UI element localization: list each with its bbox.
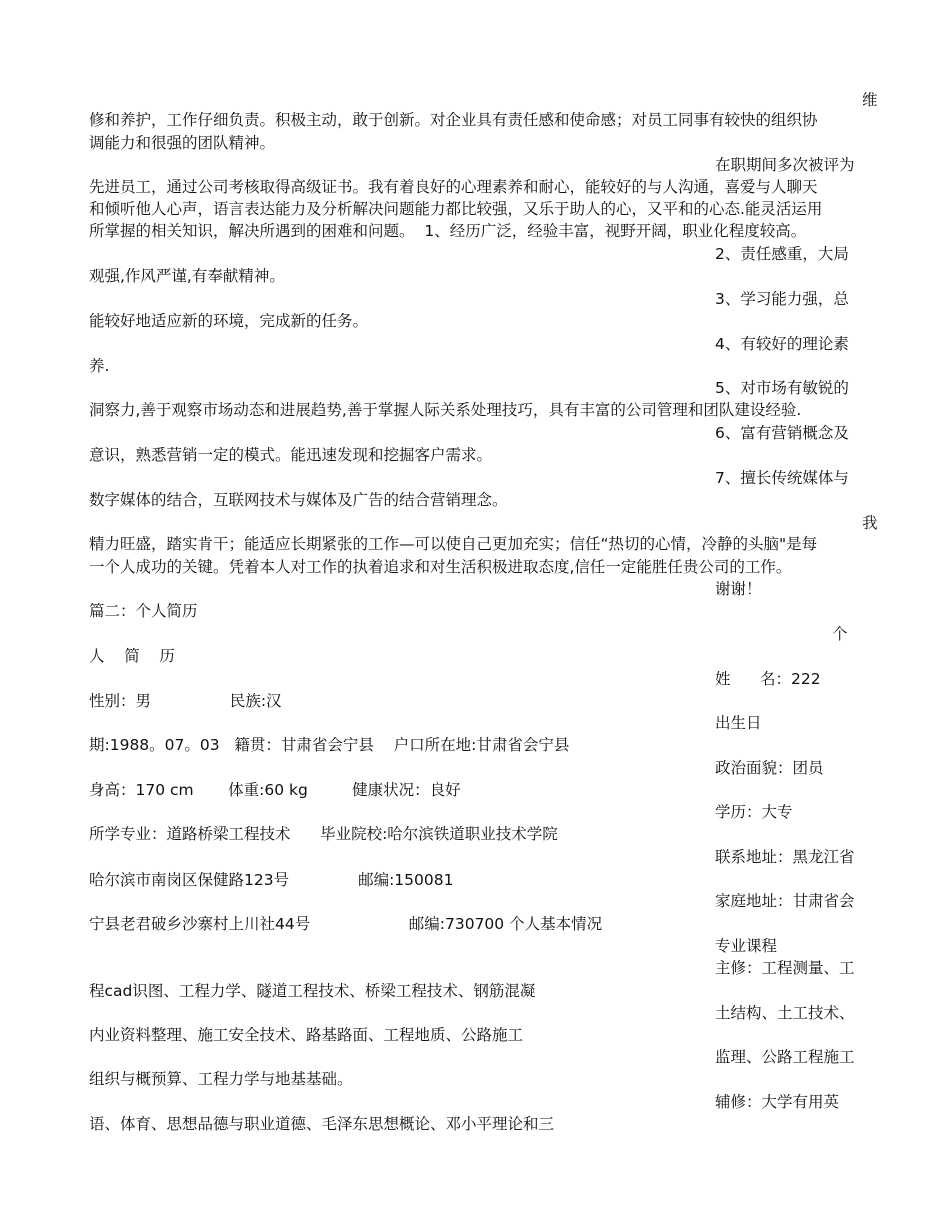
text-line: 期:1988。07。03 籍贯：甘肃省会宁县 户口所在地:甘肃省会宁县 xyxy=(89,736,570,754)
text-line: 数字媒体的结合，互联网技术与媒体及广告的结合营销理念。 xyxy=(89,491,508,509)
text-line: 身高：170 cm 体重:60 kg 健康状况：良好 xyxy=(89,781,461,799)
text-line: 洞察力,善于观察市场动态和进展趋势,善于掌握人际关系处理技巧，具有丰富的公司管理和团队建设经验. xyxy=(89,401,802,419)
text-line: 调能力和很强的团队精神。 xyxy=(89,134,276,152)
text-line: 意识，熟悉营销一定的模式。能迅速发现和挖掘客户需求。 xyxy=(89,446,493,464)
text-line: 5、对市场有敏锐的 xyxy=(715,379,849,397)
text-line: 观强,作风严谨,有奉献精神。 xyxy=(89,267,285,285)
text-line: 精力旺盛，踏实肯干；能适应长期紧张的工作—可以使自己更加充实；信任“热切的心情，冷静的头脑"是每 xyxy=(89,535,818,553)
text-line: 养. xyxy=(89,357,110,375)
text-line: 3、学习能力强，总 xyxy=(715,290,849,308)
text-line: 性别：男 民族:汉 xyxy=(89,692,282,710)
text-line: 在职期间多次被评为 xyxy=(715,156,855,174)
text-line: 主修：工程测量、工 xyxy=(715,959,855,977)
text-line: 语、体育、思想品德与职业道德、毛泽东思想概论、邓小平理论和三 xyxy=(89,1115,555,1133)
text-line: 6、富有营销概念及 xyxy=(715,424,849,442)
text-line: 个 xyxy=(832,625,848,643)
text-line: 哈尔滨市南岗区保健路123号 邮编:150081 xyxy=(89,871,454,889)
text-line: 程cad识图、工程力学、隧道工程技术、桥梁工程技术、钢筋混凝 xyxy=(89,982,536,1000)
text-line: 内业资料整理、施工安全技术、路基路面、工程地质、公路施工 xyxy=(89,1026,524,1044)
text-line: 土结构、土工技术、 xyxy=(715,1004,855,1022)
text-line: 联系地址：黑龙江省 xyxy=(715,848,855,866)
text-line: 所掌握的相关知识，解决所遇到的困难和问题。 1、经历广泛，经验丰富，视野开阔，职业化程度较高。 xyxy=(89,222,807,240)
text-line: 谢谢！ xyxy=(715,580,762,598)
text-line: 学历：大专 xyxy=(715,803,793,821)
text-line: 7、擅长传统媒体与 xyxy=(715,469,849,487)
text-line: 宁县老君破乡沙寨村上川社44号 邮编:730700 个人基本情况 xyxy=(89,915,603,933)
text-line: 先进员工，通过公司考核取得高级证书。我有着良好的心理素养和耐心，能较好的与人沟通，喜爱与人聊天 xyxy=(89,178,818,196)
section-heading: 篇二：个人简历 xyxy=(89,602,198,620)
text-line: 2、责任感重，大局 xyxy=(715,245,849,263)
text-line: 监理、公路工程施工 xyxy=(715,1048,855,1066)
text-line: 组织与概预算、工程力学与地基基础。 xyxy=(89,1070,353,1088)
text-line: 一个人成功的关键。凭着本人对工作的执着追求和对生活积极进取态度,信任一定能胜任贵公司的工作。 xyxy=(89,558,792,576)
text-line: 所学专业：道路桥梁工程技术 毕业院校:哈尔滨铁道职业技术学院 xyxy=(89,825,558,843)
text-line: 出生日 xyxy=(715,714,762,732)
text-line: 辅修：大学有用英 xyxy=(715,1093,840,1111)
text-line: 姓 名：222 xyxy=(715,670,821,688)
text-line: 专业课程 xyxy=(715,937,778,955)
text-line: 人 简 历 xyxy=(89,647,175,665)
text-line: 家庭地址：甘肃省会 xyxy=(715,892,855,910)
text-line: 政治面貌：团员 xyxy=(715,759,824,777)
text-line: 4、有较好的理论素 xyxy=(715,335,849,353)
text-line: 能较好地适应新的环境，完成新的任务。 xyxy=(89,312,369,330)
text-line: 我 xyxy=(862,514,878,532)
text-line: 和倾听他人心声，语言表达能力及分析解决问题能力都比较强，又乐于助人的心，又平和的心态.能灵活运用 xyxy=(89,200,823,218)
text-line: 修和养护，工作仔细负责。积极主动，敢于创新。对企业具有责任感和使命感；对员工同事有较快的组织协 xyxy=(89,111,818,129)
text-line: 维 xyxy=(862,91,878,109)
